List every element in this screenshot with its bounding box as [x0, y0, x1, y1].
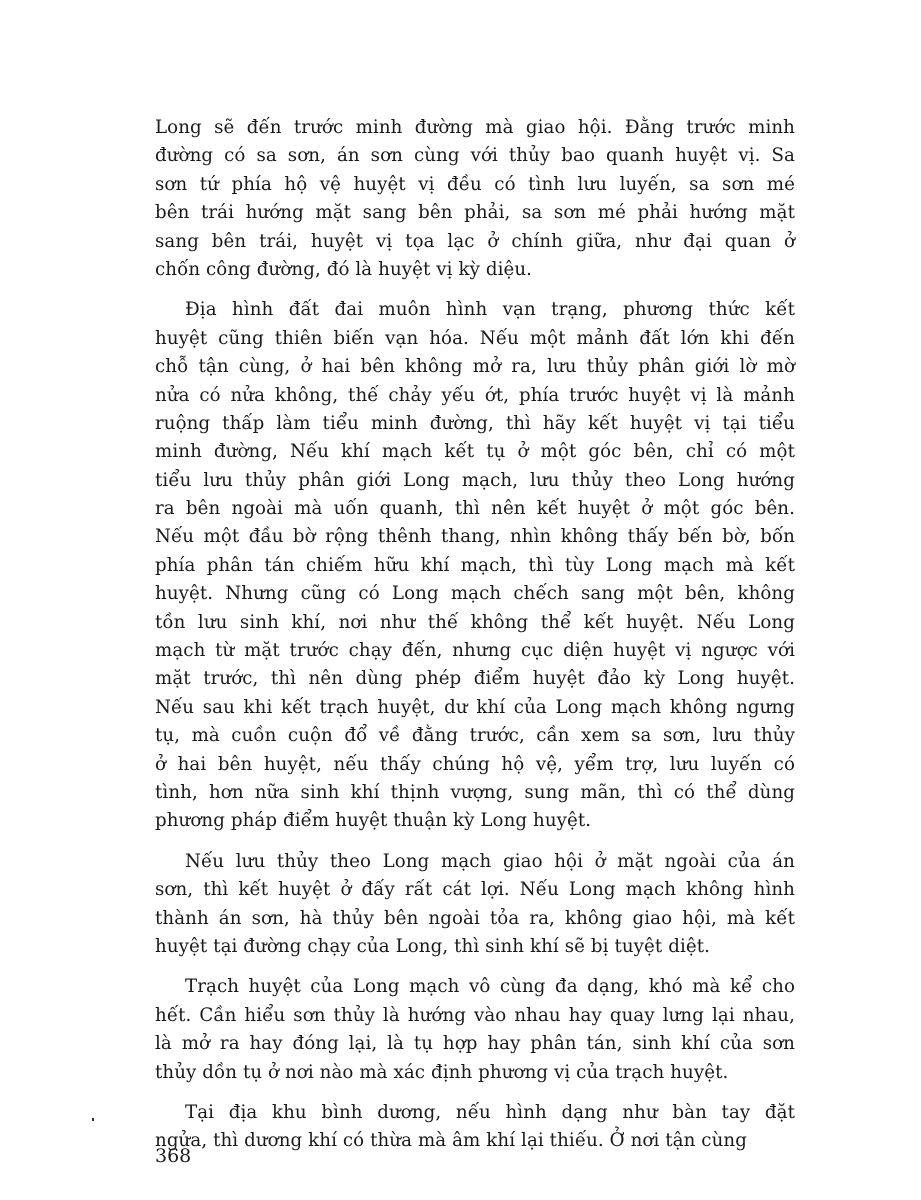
text-line: ngửa, thì dương khí có thừa mà âm khí lại thiếu. Ở nơi tận cùng	[155, 1130, 747, 1152]
paragraph	[155, 114, 795, 284]
paragraph-gap	[155, 961, 795, 973]
text-line: thủy dồn tụ ở nơi nào mà xác định phương vị của trạch huyệt.	[155, 1061, 729, 1083]
text-line: thành án sơn, hà thủy bên ngoài tỏa ra, không giao hội, mà kết	[155, 907, 795, 929]
text-line: chốn công đường, đó là huyệt vị kỳ diệu.	[155, 258, 533, 280]
text-line: là mở ra hay đóng lại, là tụ hợp hay phân tán, sinh khí của sơn	[155, 1033, 795, 1055]
paragraph	[155, 296, 795, 835]
text-line: sơn tứ phía hộ vệ huyệt vị đều có tình lưu luyến, sa sơn mé	[155, 173, 795, 195]
text-line: tồn lưu sinh khí, nơi như thế không thể kết huyệt. Nếu Long	[155, 611, 795, 633]
text-line: huyệt cũng thiên biến vạn hóa. Nếu một mảnh đất lớn khi đến	[155, 327, 795, 349]
text-line: minh đường, Nếu khí mạch kết tụ ở một góc bên, chỉ có một	[155, 441, 795, 463]
text-line: bên trái hướng mặt sang bên phải, sa sơn mé phải hướng mặt	[155, 202, 795, 224]
text-line: tình, hơn nữa sinh khí thịnh vượng, sung mãn, thì có thể dùng	[155, 781, 795, 803]
text-line: phương pháp điểm huyệt thuận kỳ Long huyệt.	[155, 810, 592, 832]
text-line: huyệt. Nhưng cũng có Long mạch chếch sang một bên, không	[155, 583, 795, 605]
text-line: sơn, thì kết huyệt ở đấy rất cát lợi. Nếu Long mạch không hình	[155, 879, 795, 901]
scan-speck	[92, 1118, 94, 1121]
text-line: đường có sa sơn, án sơn cùng với thủy bao quanh huyệt vị. Sa	[155, 145, 795, 167]
text-line: sang bên trái, huyệt vị tọa lạc ở chính giữa, như đại quan ở	[155, 230, 795, 252]
paragraph-gap	[155, 836, 795, 848]
paragraph	[155, 848, 795, 962]
text-line: Trạch huyệt của Long mạch vô cùng đa dạng, khó mà kể cho	[185, 976, 795, 998]
text-line: Nếu một đầu bờ rộng thênh thang, nhìn không thấy bến bờ, bốn	[155, 526, 795, 548]
body-text	[155, 114, 795, 1156]
text-line: huyệt tại đường chạy của Long, thì sinh khí sẽ bị tuyệt diệt.	[155, 935, 711, 957]
text-line: ruộng thấp làm tiểu minh đường, thì hãy kết huyệt vị tại tiểu	[155, 412, 795, 434]
text-line: Địa hình đất đai muôn hình vạn trạng, phương thức kết	[185, 299, 795, 321]
text-line: tụ, mà cuồn cuộn đổ về đằng trước, cần xem sa sơn, lưu thủy	[155, 725, 795, 747]
page-number: 368	[155, 1145, 192, 1167]
text-line: Long sẽ đến trước minh đường mà giao hội. Đằng trước minh	[155, 117, 795, 138]
paragraph	[155, 1099, 795, 1156]
text-line: ở hai bên huyệt, nếu thấy chúng hộ vệ, yểm trợ, lưu luyến có	[155, 753, 795, 775]
text-line: tiểu lưu thủy phân giới Long mạch, lưu thủy theo Long hướng	[155, 469, 795, 491]
paragraph-gap	[155, 284, 795, 296]
text-line: mạch từ mặt trước chạy đến, nhưng cục diện huyệt vị ngược với	[155, 640, 795, 662]
text-line: mặt trước, thì nên dùng phép điểm huyệt đảo kỳ Long huyệt.	[155, 668, 795, 690]
text-line: nửa có nửa không, thế chảy yếu ớt, phía trước huyệt vị là mảnh	[155, 384, 795, 406]
text-line: chỗ tận cùng, ở hai bên không mở ra, lưu thủy phân giới lờ mờ	[155, 356, 795, 378]
text-line: hết. Cần hiểu sơn thủy là hướng vào nhau hay quay lưng lại nhau,	[155, 1004, 795, 1026]
text-line: Nếu lưu thủy theo Long mạch giao hội ở mặt ngoài của án	[185, 850, 795, 872]
text-line: ra bên ngoài mà uốn quanh, thì nên kết huyệt ở một góc bên.	[155, 498, 795, 520]
paragraph-gap	[155, 1087, 795, 1099]
text-line: Nếu sau khi kết trạch huyệt, dư khí của Long mạch không ngưng	[155, 696, 795, 718]
text-line: Tại địa khu bình dương, nếu hình dạng như bàn tay đặt	[185, 1101, 795, 1123]
text-line: phía phân tán chiếm hữu khí mạch, thì tùy Long mạch mà kết	[155, 554, 795, 576]
paragraph	[155, 973, 795, 1087]
